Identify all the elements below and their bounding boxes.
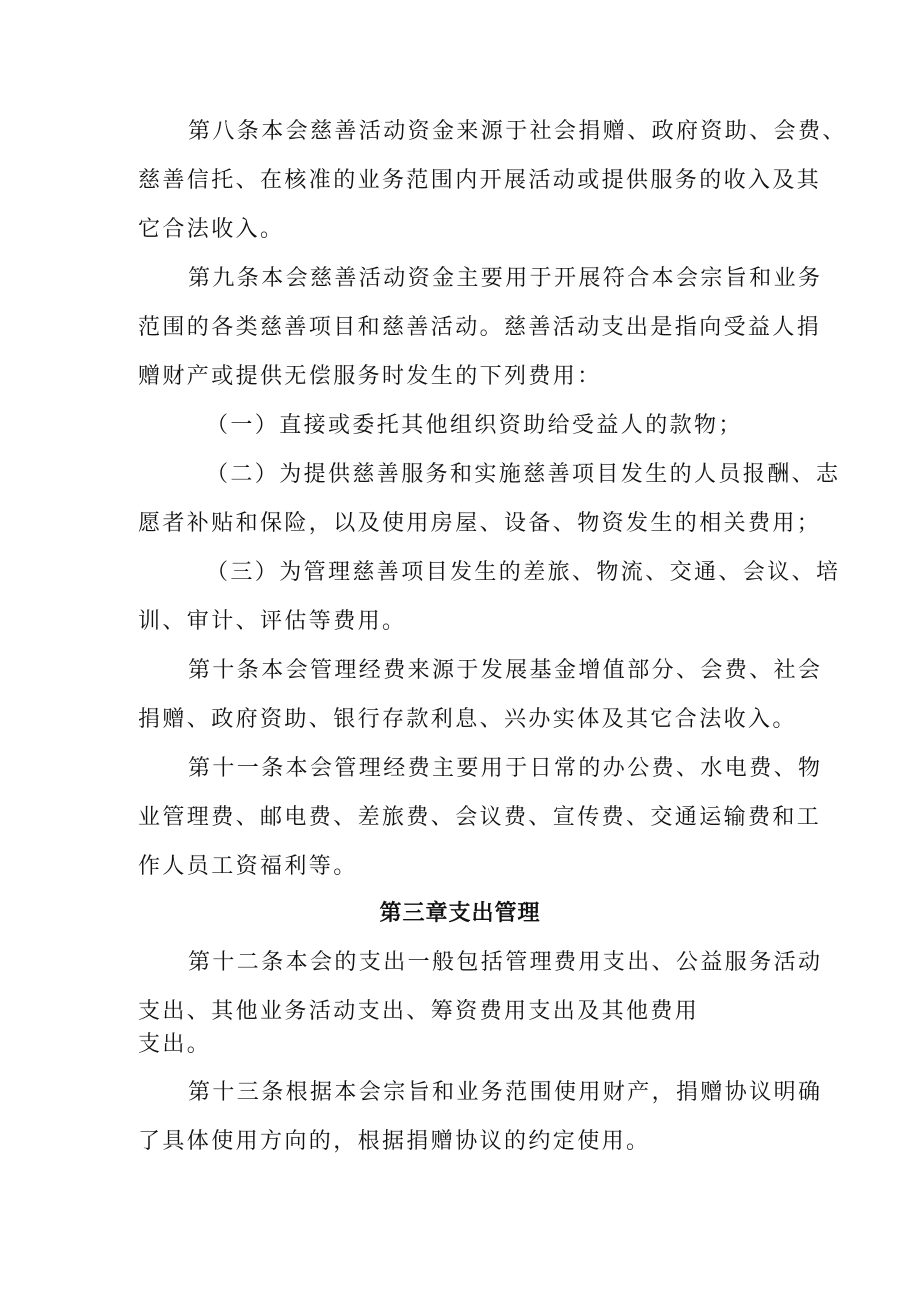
article-12-line-3: 支出。 — [138, 1032, 212, 1057]
item-1-line-1: （一）直接或委托其他组织资助给受益人的款物； — [206, 413, 743, 438]
article-13-line-1: 第十三条根据本会宗旨和业务范围使用财产，捐赠协议明确 — [188, 1080, 823, 1105]
article-10-line-2: 捐赠、政府资助、银行存款利息、兴办实体及其它合法收入。 — [138, 707, 797, 732]
article-8-line-1: 第八条本会慈善活动资金来源于社会捐赠、政府资助、会费、 — [188, 119, 847, 144]
article-8-line-2: 慈善信托、在核准的业务范围内开展活动或提供服务的收入及其 — [138, 168, 822, 193]
item-3-line-2: 训、审计、评估等费用。 — [138, 609, 407, 634]
item-3-line-1: （三）为管理慈善项目发生的差旅、物流、交通、会议、培 — [206, 560, 841, 585]
item-2-line-2: 愿者补贴和保险，以及使用房屋、设备、物资发生的相关费用； — [138, 511, 822, 536]
item-2-line-1: （二）为提供慈善服务和实施慈善项目发生的人员报酬、志 — [206, 462, 841, 487]
article-11-line-1: 第十一条本会管理经费主要用于日常的办公费、水电费、物 — [188, 756, 823, 781]
article-11-line-3: 作人员工资福利等。 — [138, 854, 358, 879]
article-9-line-3: 赠财产或提供无偿服务时发生的下列费用： — [138, 364, 602, 389]
article-10-line-1: 第十条本会管理经费来源于发展基金增值部分、会费、社会 — [188, 658, 823, 683]
article-12-line-1: 第十二条本会的支出一般包括管理费用支出、公益服务活动 — [188, 950, 823, 975]
article-8-line-3: 它合法收入。 — [138, 217, 285, 242]
article-9-line-1: 第九条本会慈善活动资金主要用于开展符合本会宗旨和业务 — [188, 266, 823, 291]
chapter-heading: 第三章支出管理 — [379, 901, 541, 926]
article-13-line-2: 了具体使用方向的，根据捐赠协议的约定使用。 — [138, 1129, 651, 1154]
article-11-line-2: 业管理费、邮电费、差旅费、会议费、宣传费、交通运输费和工 — [138, 805, 822, 830]
article-9-line-2: 范围的各类慈善项目和慈善活动。慈善活动支出是指向受益人捐 — [138, 315, 822, 340]
article-12-line-2: 支出、其他业务活动支出、筹资费用支出及其他费用 — [138, 999, 700, 1024]
